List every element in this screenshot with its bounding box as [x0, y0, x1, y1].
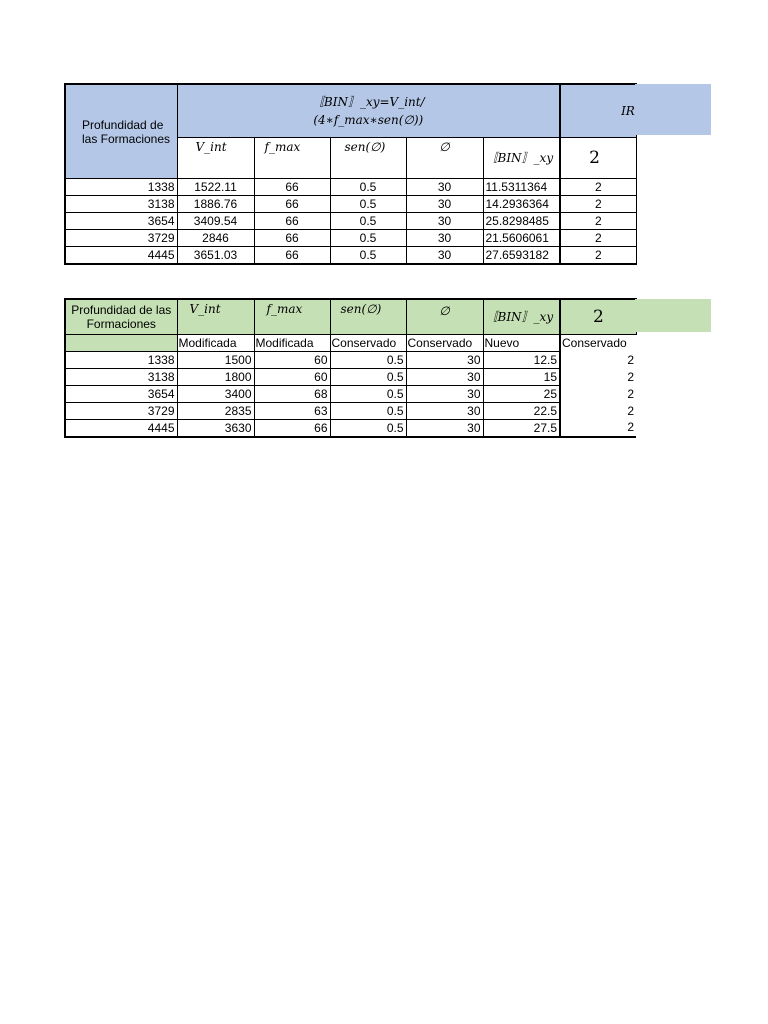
subheader-blank [65, 335, 177, 352]
phi-cell: 30 [406, 179, 483, 196]
depth-cell: 3729 [65, 403, 177, 420]
bin-calculation-table [64, 83, 637, 265]
sen-cell: 0.5 [330, 352, 406, 369]
bin-cell: 12.5 [483, 352, 560, 369]
f-max-cell: 68 [254, 386, 330, 403]
modified-bin-table [64, 298, 637, 438]
sen-cell: 0.5 [330, 230, 406, 247]
f-max-cell: 63 [254, 403, 330, 420]
v-int-cell: 3630 [177, 420, 254, 438]
bin-cell: 22.5 [483, 403, 560, 420]
depth-cell: 4445 [65, 420, 177, 438]
phi-cell: 30 [406, 352, 483, 369]
depth-cell: 3654 [65, 386, 177, 403]
col2-header-f-max: f_max [254, 299, 330, 335]
table1-body [65, 179, 636, 265]
v-int-cell: 2846 [177, 230, 254, 247]
formula-line-2: (4∗f_max∗sen(∅)) [313, 113, 424, 127]
col-header-phi: ∅ [406, 138, 483, 179]
f-max-cell: 66 [254, 420, 330, 438]
bin-cell: 27.6593182 [483, 247, 560, 265]
v-int-cell: 2835 [177, 403, 254, 420]
phi-cell: 30 [406, 386, 483, 403]
phi-cell: 30 [406, 369, 483, 386]
table2-body [65, 352, 636, 438]
subheader-phi: Conservado [406, 335, 483, 352]
depth-header [65, 84, 177, 179]
ir-header [560, 84, 636, 138]
f-max-cell: 60 [254, 369, 330, 386]
v-int-cell: 1522.11 [177, 179, 254, 196]
header-band-extension-2 [635, 299, 711, 332]
two-cell: 2 [560, 213, 636, 230]
col-header-v-int: V_int [177, 138, 254, 179]
sen-cell: 0.5 [330, 196, 406, 213]
phi-cell: 30 [406, 247, 483, 265]
formula-line-1: 〚BIN〛_xy=V_int/ [311, 95, 425, 109]
col2-header-bin: 〚BIN〛_xy [483, 299, 560, 335]
f-max-cell: 66 [254, 179, 330, 196]
bin-cell: 25 [483, 386, 560, 403]
v-int-cell: 3409.54 [177, 213, 254, 230]
col-header-two: 2 [560, 138, 636, 179]
two-cell: 2 [560, 196, 636, 213]
table-row [65, 247, 636, 265]
two-cell: 2 [560, 403, 636, 420]
bin-cell: 14.2936364 [483, 196, 560, 213]
col-header-f-max: f_max [254, 138, 330, 179]
phi-cell: 30 [406, 403, 483, 420]
bin-cell: 15 [483, 369, 560, 386]
subheader-f-max: Modificada [254, 335, 330, 352]
col2-header-two: 2 [560, 299, 636, 335]
two-cell: 2 [560, 179, 636, 196]
bin-cell: 25.8298485 [483, 213, 560, 230]
bin-cell: 27.5 [483, 420, 560, 438]
sen-cell: 0.5 [330, 386, 406, 403]
phi-cell: 30 [406, 196, 483, 213]
depth-header-text: Profundidad de las Formaciones [82, 117, 171, 146]
subheader-v-int: Modificada [177, 335, 254, 352]
depth-cell: 3138 [65, 369, 177, 386]
two-cell: 2 [560, 247, 636, 265]
depth-cell: 3729 [65, 230, 177, 247]
table-row [65, 386, 636, 403]
table-row [65, 369, 636, 386]
bin-cell: 11.5311364 [483, 179, 560, 196]
phi-cell: 30 [406, 420, 483, 438]
col2-header-sen: sen(∅) [330, 299, 406, 335]
depth-cell: 1338 [65, 179, 177, 196]
two-cell: 2 [560, 230, 636, 247]
phi-cell: 30 [406, 230, 483, 247]
table-row [65, 213, 636, 230]
header-band-extension [635, 84, 711, 135]
f-max-cell: 66 [254, 196, 330, 213]
sen-cell: 0.5 [330, 247, 406, 265]
v-int-cell: 1500 [177, 352, 254, 369]
v-int-cell: 1800 [177, 369, 254, 386]
table-row [65, 420, 636, 438]
sen-cell: 0.5 [330, 420, 406, 438]
sen-cell: 0.5 [330, 213, 406, 230]
two-cell: 2 [560, 369, 636, 386]
f-max-cell: 66 [254, 213, 330, 230]
f-max-cell: 66 [254, 247, 330, 265]
v-int-cell: 1886.76 [177, 196, 254, 213]
depth-header-2: Profundidad de las Formaciones [65, 299, 177, 335]
ir-header-text: IR [621, 103, 635, 118]
table-row [65, 230, 636, 247]
formula-header [177, 84, 560, 138]
sen-cell: 0.5 [330, 369, 406, 386]
depth-cell: 4445 [65, 247, 177, 265]
v-int-cell: 3400 [177, 386, 254, 403]
depth-cell: 3654 [65, 213, 177, 230]
subheader-sen: Conservado [330, 335, 406, 352]
col-header-sen: sen(∅) [330, 138, 406, 179]
subheader-bin: Nuevo [483, 335, 560, 352]
sen-cell: 0.5 [330, 179, 406, 196]
col2-header-phi: ∅ [406, 299, 483, 335]
two-cell: 2 [560, 420, 636, 438]
f-max-cell: 66 [254, 230, 330, 247]
two-cell: 2 [560, 386, 636, 403]
depth-cell: 1338 [65, 352, 177, 369]
col2-header-v-int: V_int [177, 299, 254, 335]
table-row [65, 352, 636, 369]
sen-cell: 0.5 [330, 403, 406, 420]
table-row [65, 403, 636, 420]
col-header-bin: 〚BIN〛_xy [483, 138, 560, 179]
subheader-two: Conservado [560, 335, 636, 352]
table-row [65, 196, 636, 213]
table-row [65, 179, 636, 196]
phi-cell: 30 [406, 213, 483, 230]
depth-cell: 3138 [65, 196, 177, 213]
v-int-cell: 3651.03 [177, 247, 254, 265]
two-cell: 2 [560, 352, 636, 369]
bin-cell: 21.5606061 [483, 230, 560, 247]
f-max-cell: 60 [254, 352, 330, 369]
